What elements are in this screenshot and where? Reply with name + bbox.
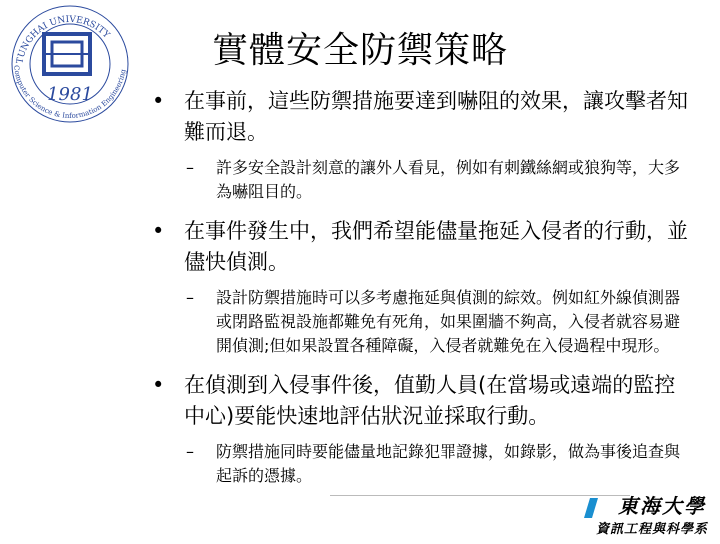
footer-university-name: 東海大學 [618,494,706,518]
bullet-2-text: 在事件發生中，我們希望能儘量拖延入侵者的行動，並儘快偵測。 [184,219,688,274]
dash-icon: – [186,288,194,307]
bullet-2 [152,216,692,278]
svg-text:Computer Science & Information: Computer Science & Information Engineering [12,64,128,121]
sub-bullet-2 [152,286,692,358]
footer-department-name: 資訊工程與科學系 [596,522,709,537]
sub-bullet-1 [152,156,692,204]
sub-bullet-1-text: 許多安全設計刻意的讓外人看見，例如有刺鐵絲網或狼狗等，大多為嚇阻目的。 [216,158,681,201]
dash-icon: – [186,158,194,177]
sub-bullet-3 [152,440,692,488]
svg-text:TUNGHAI UNIVERSITY: TUNGHAI UNIVERSITY [15,14,112,65]
svg-text:1981: 1981 [47,84,93,105]
bullet-3 [152,370,692,432]
bullet-3-text: 在偵測到入侵事件後，值勤人員(在當場或遠端的監控中心)要能快速地評估狀況並採取行動。 [184,373,676,428]
sub-bullet-2-text: 設計防禦措施時可以多考慮拖延與偵測的綜效。例如紅外線偵測器或閉路監視設施都難免有死角，如果圍牆不夠高，入侵者就容易避開偵測;但如果設置各種障礙，入侵者就難免在入侵過程中現形。 [216,288,681,355]
slide-content [152,86,692,500]
dash-icon: – [186,442,194,461]
bullet-dot-icon: • [152,373,165,397]
slide-title: 實體安全防禦策略 [211,30,508,71]
bullet-1-text: 在事前，這些防禦措施要達到嚇阻的效果，讓攻擊者知難而退。 [184,89,688,144]
bullet-dot-icon: • [152,219,165,243]
sub-bullet-3-text: 防禦措施同時要能儘量地記錄犯罪證據，如錄影，做為事後追查與起訴的憑據。 [216,442,681,485]
bullet-1 [152,86,692,148]
bullet-dot-icon: • [152,89,165,113]
